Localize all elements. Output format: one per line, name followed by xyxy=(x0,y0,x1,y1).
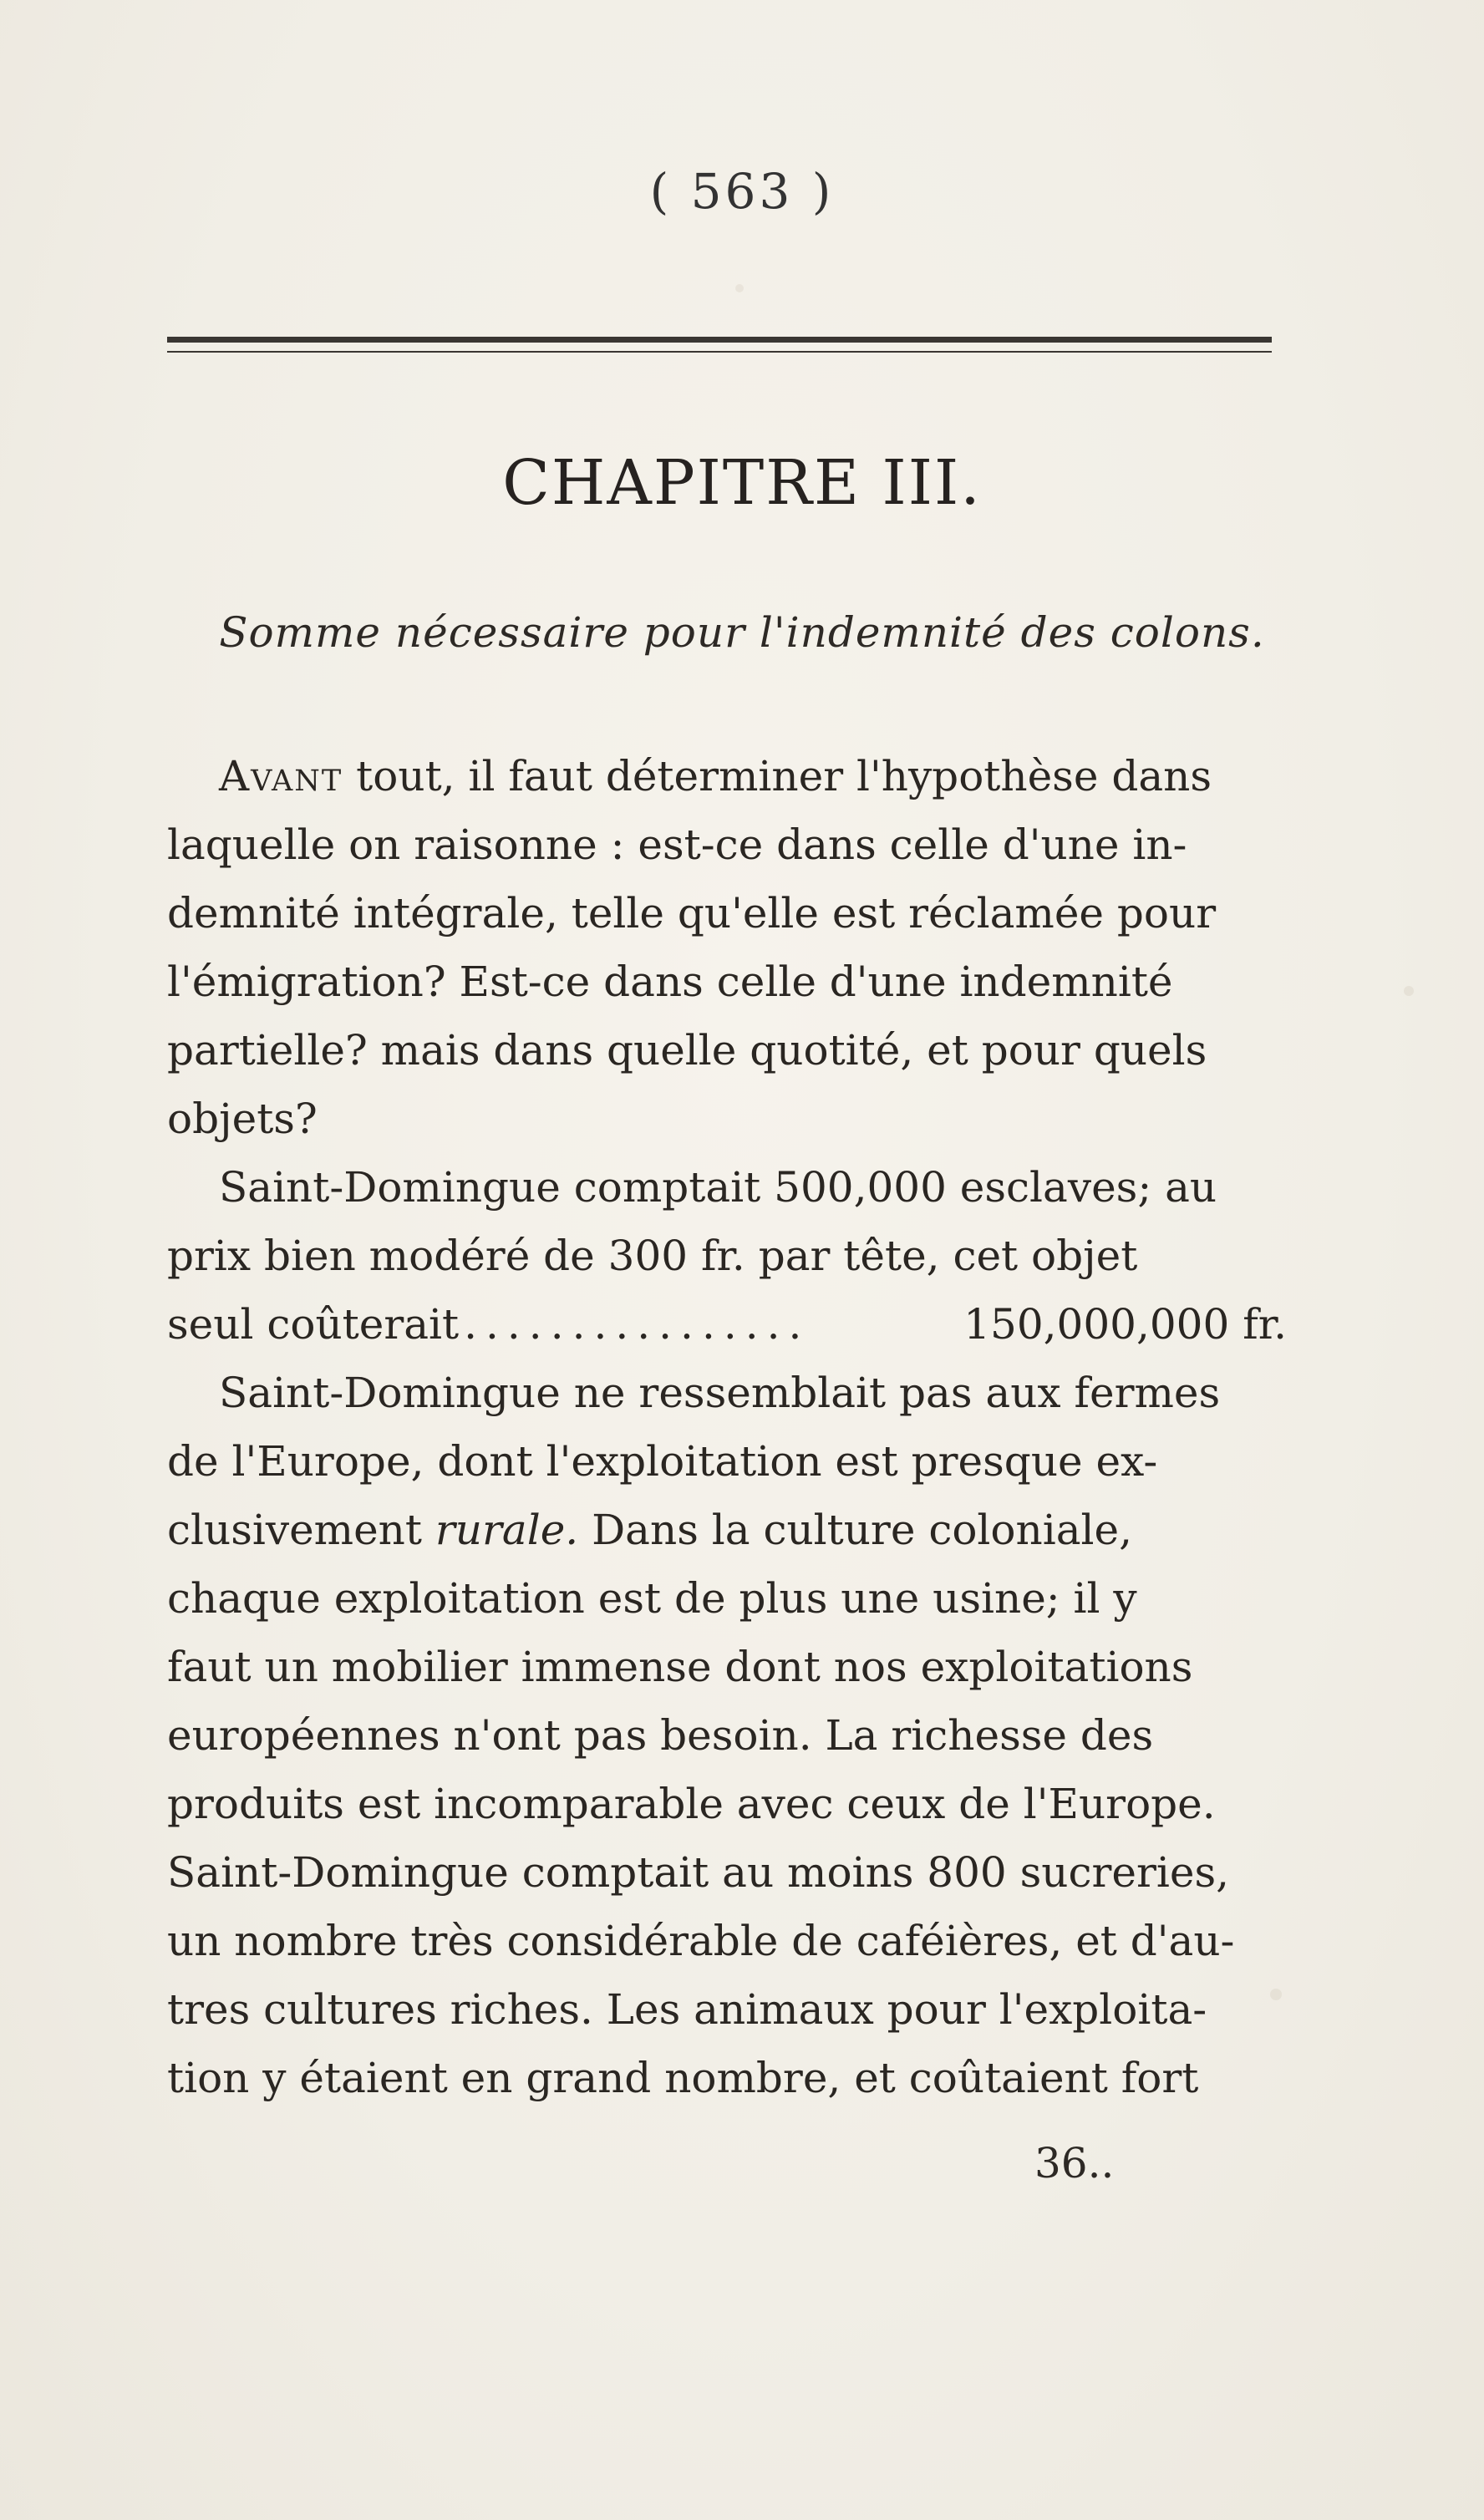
line-text: faut un mobilier immense dont nos exploitations xyxy=(167,1643,1193,1691)
text-line xyxy=(167,742,1287,810)
text-line xyxy=(167,1359,1287,1427)
line-text: Saint-Domingue comptait 500,000 esclaves; au xyxy=(219,1163,1217,1212)
line-text: partielle? mais dans quelle quotité, et pour quels xyxy=(167,1026,1207,1075)
line-text: un nombre très considérable de caféières, et d'au- xyxy=(167,1917,1235,1965)
chapter-subtitle: Somme nécessaire pour l'indemnité des colons. xyxy=(219,608,1265,657)
line-text: Saint-Domingue ne ressemblait pas aux fermes xyxy=(219,1369,1221,1417)
line-text: produits est incomparable avec ceux de l'Europe. xyxy=(167,1780,1216,1828)
line-text: objets? xyxy=(167,1095,318,1143)
text-line xyxy=(167,1633,1287,1701)
line-text: tres cultures riches. Les animaux pour l'exploita- xyxy=(167,1985,1207,2034)
line-text: chaque exploitation est de plus une usine; il y xyxy=(167,1574,1137,1623)
total-label: seul coûterait xyxy=(167,1300,460,1349)
text-line xyxy=(167,1838,1287,1907)
signature-mark: 36.. xyxy=(1034,2139,1115,2187)
line-text: Saint-Domingue comptait au moins 800 sucreries, xyxy=(167,1848,1230,1897)
small-caps-lead: Avant xyxy=(219,752,343,800)
total-line xyxy=(167,1290,1287,1359)
text-line xyxy=(167,1153,1287,1222)
leader-dots: ................ xyxy=(464,1300,811,1349)
paper-spot xyxy=(735,284,744,292)
line-text: l'émigration? Est-ce dans celle d'une indemnité xyxy=(167,958,1173,1006)
header-rule-thin xyxy=(167,351,1272,353)
total-value: 150,000,000 fr. xyxy=(963,1300,1287,1349)
text-line xyxy=(167,948,1287,1016)
text-line xyxy=(167,810,1287,879)
text-line xyxy=(167,1564,1287,1633)
text-line xyxy=(167,1016,1287,1085)
text-line xyxy=(167,1770,1287,1838)
text-line xyxy=(167,1907,1287,1975)
text-line xyxy=(167,1701,1287,1770)
text-line xyxy=(167,1085,1287,1153)
header-rule-thick xyxy=(167,337,1272,343)
italic-word: rurale. xyxy=(435,1506,579,1554)
line-text: de l'Europe, dont l'exploitation est presque ex- xyxy=(167,1437,1158,1486)
text-line xyxy=(167,1427,1287,1496)
text-run: Dans la culture coloniale, xyxy=(592,1506,1132,1554)
text-line xyxy=(167,1222,1287,1290)
text-line xyxy=(167,879,1287,948)
text-run: clusivement xyxy=(167,1506,422,1554)
line-text xyxy=(167,1496,1132,1564)
paper-spot xyxy=(1404,986,1414,996)
line-text: tout, il faut déterminer l'hypothèse dans xyxy=(356,752,1212,800)
text-line xyxy=(167,1496,1287,1564)
line-text: demnité intégrale, telle qu'elle est réclamée pour xyxy=(167,889,1217,937)
body-text xyxy=(167,742,1287,2112)
page-number: ( 563 ) xyxy=(649,163,835,220)
line-text: laquelle on raisonne : est-ce dans celle d'une in- xyxy=(167,821,1187,869)
text-line xyxy=(167,2044,1287,2112)
line-text: prix bien modéré de 300 fr. par tête, cet objet xyxy=(167,1232,1138,1280)
line-text: tion y étaient en grand nombre, et coûtaient fort xyxy=(167,2054,1199,2102)
lead-word xyxy=(219,742,1212,810)
text-line xyxy=(167,1975,1287,2044)
chapter-title: CHAPITRE III. xyxy=(502,447,982,519)
line-text: européennes n'ont pas besoin. La richesse des xyxy=(167,1711,1154,1760)
